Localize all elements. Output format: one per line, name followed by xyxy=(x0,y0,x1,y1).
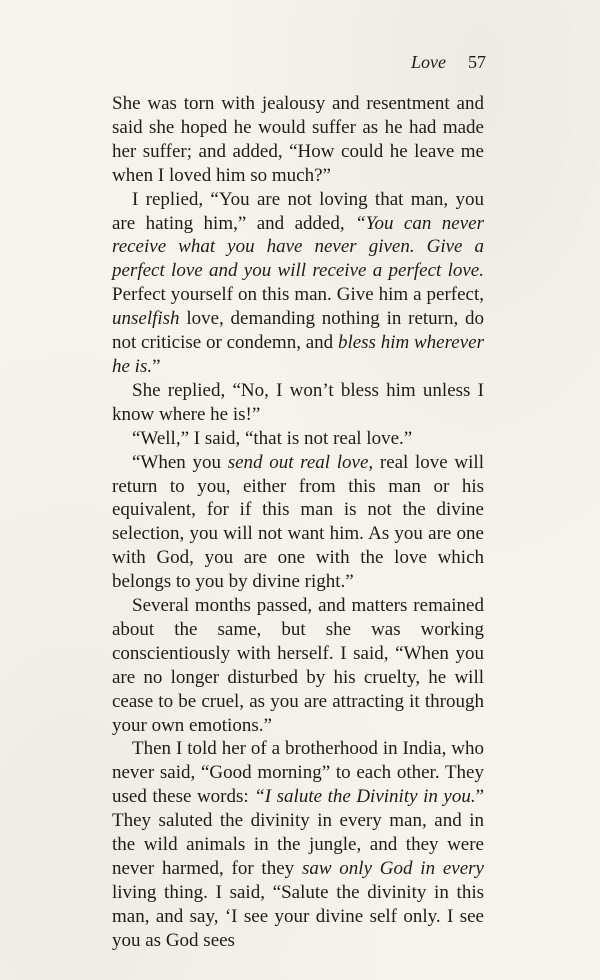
text-run: She replied, “No, I won’t bless him unless I know where he is!” xyxy=(112,379,484,425)
text-run: living thing. I said, “Salute the divinity in this man, and say, ‘I see your divine self only. I see you as God sees xyxy=(112,881,484,951)
paragraph xyxy=(112,427,484,451)
paragraph xyxy=(112,594,484,737)
body-text xyxy=(112,92,484,953)
text-run: ” xyxy=(152,355,161,377)
text-run: ” They saluted the divinity in every man, and in the wild animals in the jungle, and they were never harmed, for they xyxy=(112,786,485,879)
running-header xyxy=(411,52,486,73)
paragraph xyxy=(112,737,484,952)
italic-text: saw only God in every xyxy=(301,858,484,879)
paragraph xyxy=(112,379,484,427)
paragraph xyxy=(112,188,484,379)
text-run: I replied, “You are not loving that man, you are hating him,” and added, xyxy=(112,188,484,234)
page-number: 57 xyxy=(468,52,486,72)
text-run: Several months passed, and matters remained about the same, but she was working conscientiously with herself. I said, “When you are no longer disturbed by his cruelty, he will cease to be cruel, as you are attracting it through your own emotions.” xyxy=(112,595,484,736)
italic-text: send out real love, xyxy=(227,451,374,473)
text-run: love, demanding nothing in return, do not criticise or condemn, and xyxy=(112,308,484,354)
text-run: “Well,” I said, “that is not real love.” xyxy=(132,427,413,449)
text-run: “When you xyxy=(132,451,228,473)
italic-text: “I salute the Divinity in you. xyxy=(254,786,476,808)
paragraph xyxy=(112,92,484,188)
text-run: Perfect yourself on this man. Give him a perfect, xyxy=(112,284,484,306)
italic-text: “You can never receive what you have never given. Give a perfect love and you will receive a perfect love. xyxy=(112,212,484,282)
text-run: She was torn with jealousy and resentment and said she hoped he would suffer as he had made her suffer; and added, “How could he leave me when I loved him so much?” xyxy=(112,93,484,186)
section-title: Love xyxy=(411,52,446,72)
paragraph xyxy=(112,451,484,594)
italic-text: unselfish xyxy=(112,308,180,330)
italic-text: bless him wherever he is. xyxy=(112,332,484,377)
text-run: real love will return to you, either from this man or his equivalent, for if this man is not the divine selection, you will not want him. As you are one with God, you are one with the love which belongs to you by divine right.” xyxy=(112,451,484,593)
text-run: Then I told her of a brotherhood in India, who never said, “Good morning” to each other. They used these words: xyxy=(112,738,484,808)
